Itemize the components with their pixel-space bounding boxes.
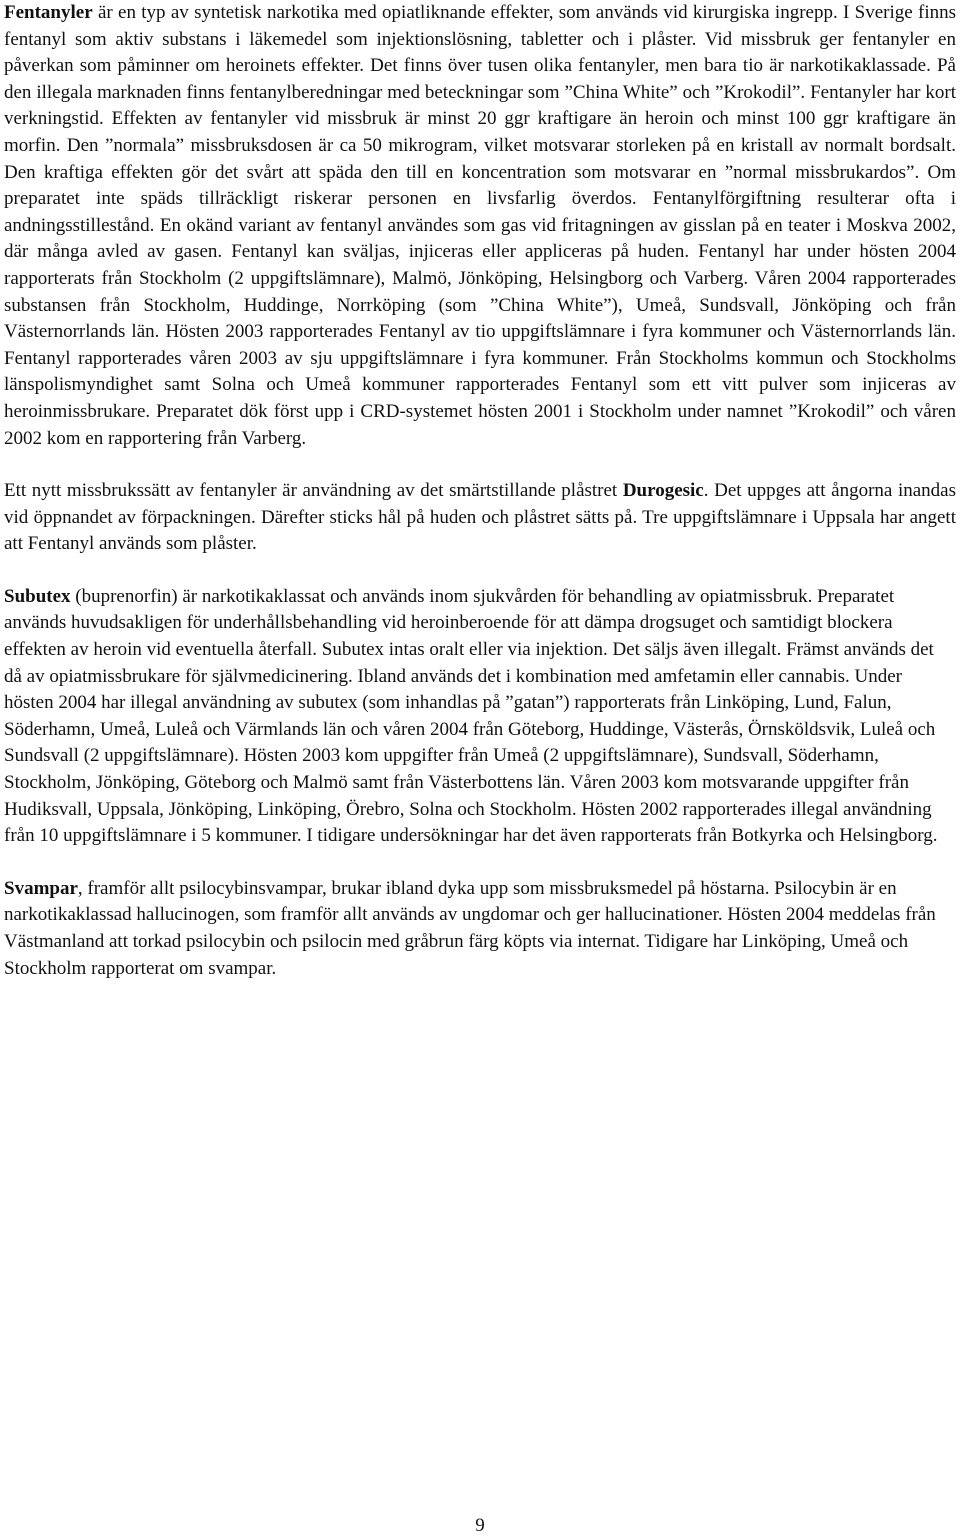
- document-page: [4, 0, 956, 982]
- term-fentanyler: Fentanyler: [4, 2, 93, 23]
- paragraph-subutex: [4, 584, 956, 850]
- paragraph-text: är en typ av syntetisk narkotika med opiatliknande effekter, som används vid kirurgiska ingrepp. I Sverige finns fentanyl som aktiv substans i läkemedel som injektionslösning, tabletter och i plåster. Vid missbruk ger fentanyler en påverkan som påminner om heroinets effekter. Det finns över tusen olika fentanyler, men bara tio är narkotikaklassade. På den illegala marknaden finns fentanylberedningar med beteckningar som ”China White” och ”Krokodil”. Fentanyler har kort verkningstid. Effekten av fentanyler vid missbruk är minst 20 ggr kraftigare än heroin och minst 100 ggr kraftigare än morfin. Den ”normala” missbruksdosen är ca 50 mikrogram, vilket motsvarar storleken på en kristall av normalt bordsalt. Den kraftiga effekten gör det svårt att späda den till en koncentration som motsvarar en ”normal missbrukardos”. Om preparatet inte späds tillräckligt riskerar personen en livsfarlig överdos. Fentanylförgiftning resulterar ofta i andningsstillestånd. En okänd variant av fentanyl användes som gas vid fritagningen av gisslan på en teater i Moskva 2002, där många avled av gasen. Fentanyl kan sväljas, injiceras eller appliceras på huden. Fentanyl har under hösten 2004 rapporterats från Stockholm (2 uppgiftslämnare), Malmö, Jönköping, Helsingborg och Varberg. Våren 2004 rapporterades substansen från Stockholm, Huddinge, Norrköping (som ”China White”), Umeå, Sundsvall, Jönköping och från Västernorrlands län. Hösten 2003 rapporterades Fentanyl av tio uppgiftslämnare i fyra kommuner och Västernorrlands län. Fentanyl rapporterades våren 2003 av sju uppgiftslämnare i fyra kommuner. Från Stockholms kommun och Stockholms länspolismyndighet samt Solna och Umeå kommuner rapporterades Fentanyl som ett vitt pulver som injiceras av heroinmissbrukare. Preparatet dök först upp i CRD-systemet hösten 2001 i Stockholm under namnet ”Krokodil” och våren 2002 kom en rapportering från Varberg.: [4, 2, 956, 449]
- paragraph-svampar: [4, 876, 956, 982]
- paragraph-text: . Det uppges att ångorna inandas vid öppnandet av förpackningen. Därefter sticks hål på huden och plåstret sätts på. Tre uppgiftslämnare i Uppsala har angett att Fentanyl används som plåster.: [4, 480, 957, 555]
- paragraph-gap: [4, 558, 956, 584]
- paragraph-gap: [4, 850, 956, 876]
- term-subutex: Subutex: [4, 585, 71, 607]
- paragraph-durogesic: [4, 478, 956, 558]
- page-number: 9: [475, 1515, 485, 1536]
- paragraph-text: (buprenorfin) är narkotikaklassat och används inom sjukvården för behandling av opiatmissbruk. Preparatet används huvudsakligen för underhållsbehandling vid heroinberoende för att dämpa drogsuget och samtidigt blockera effekten av heroin vid eventuella återfall. Subutex intas oralt eller via injektion. Det säljs även illegalt. Främst används det då av opiatmissbrukare för självmedicinering. Ibland används det i kombination med amfetamin eller cannabis. Under hösten 2004 har illegal användning av subutex (som inhandlas på ”gatan”) rapporterats från Linköping, Lund, Falun, Söderhamn, Umeå, Luleå och Värmlands län och våren 2004 från Göteborg, Huddinge, Västerås, Örnsköldsvik, Luleå och Sundsvall (2 uppgiftslämnare). Hösten 2003 kom uppgifter från Umeå (2 uppgiftslämnare), Sundsvall, Söderhamn, Stockholm, Jönköping, Göteborg och Malmö samt från Västerbottens län. Våren 2003 kom motsvarande uppgifter från Hudiksvall, Uppsala, Jönköping, Linköping, Örebro, Solna och Stockholm. Hösten 2002 rapporterades illegal användning från 10 uppgiftslämnare i 5 kommuner. I tidigare undersökningar har det även rapporterats från Botkyrka och Helsingborg.: [4, 585, 938, 847]
- term-svampar: Svampar: [4, 877, 78, 899]
- paragraph-text: , framför allt psilocybinsvampar, brukar ibland dyka upp som missbruksmedel på höstarna. Psilocybin är en narkotikaklassad hallucinogen, som framför allt används av ungdomar och ger hallucinationer. Hösten 2004 meddelas från Västmanland att torkad psilocybin och psilocin med gråbrun färg köpts via internat. Tidigare har Linköping, Umeå och Stockholm rapporterat om svampar.: [4, 877, 936, 979]
- term-durogesic: Durogesic: [622, 480, 704, 502]
- paragraph-text: Ett nytt missbrukssätt av fentanyler är användning av det smärtstillande plåstret: [4, 480, 623, 502]
- paragraph-gap: [4, 452, 956, 478]
- paragraph-fentanyl: [4, 0, 956, 452]
